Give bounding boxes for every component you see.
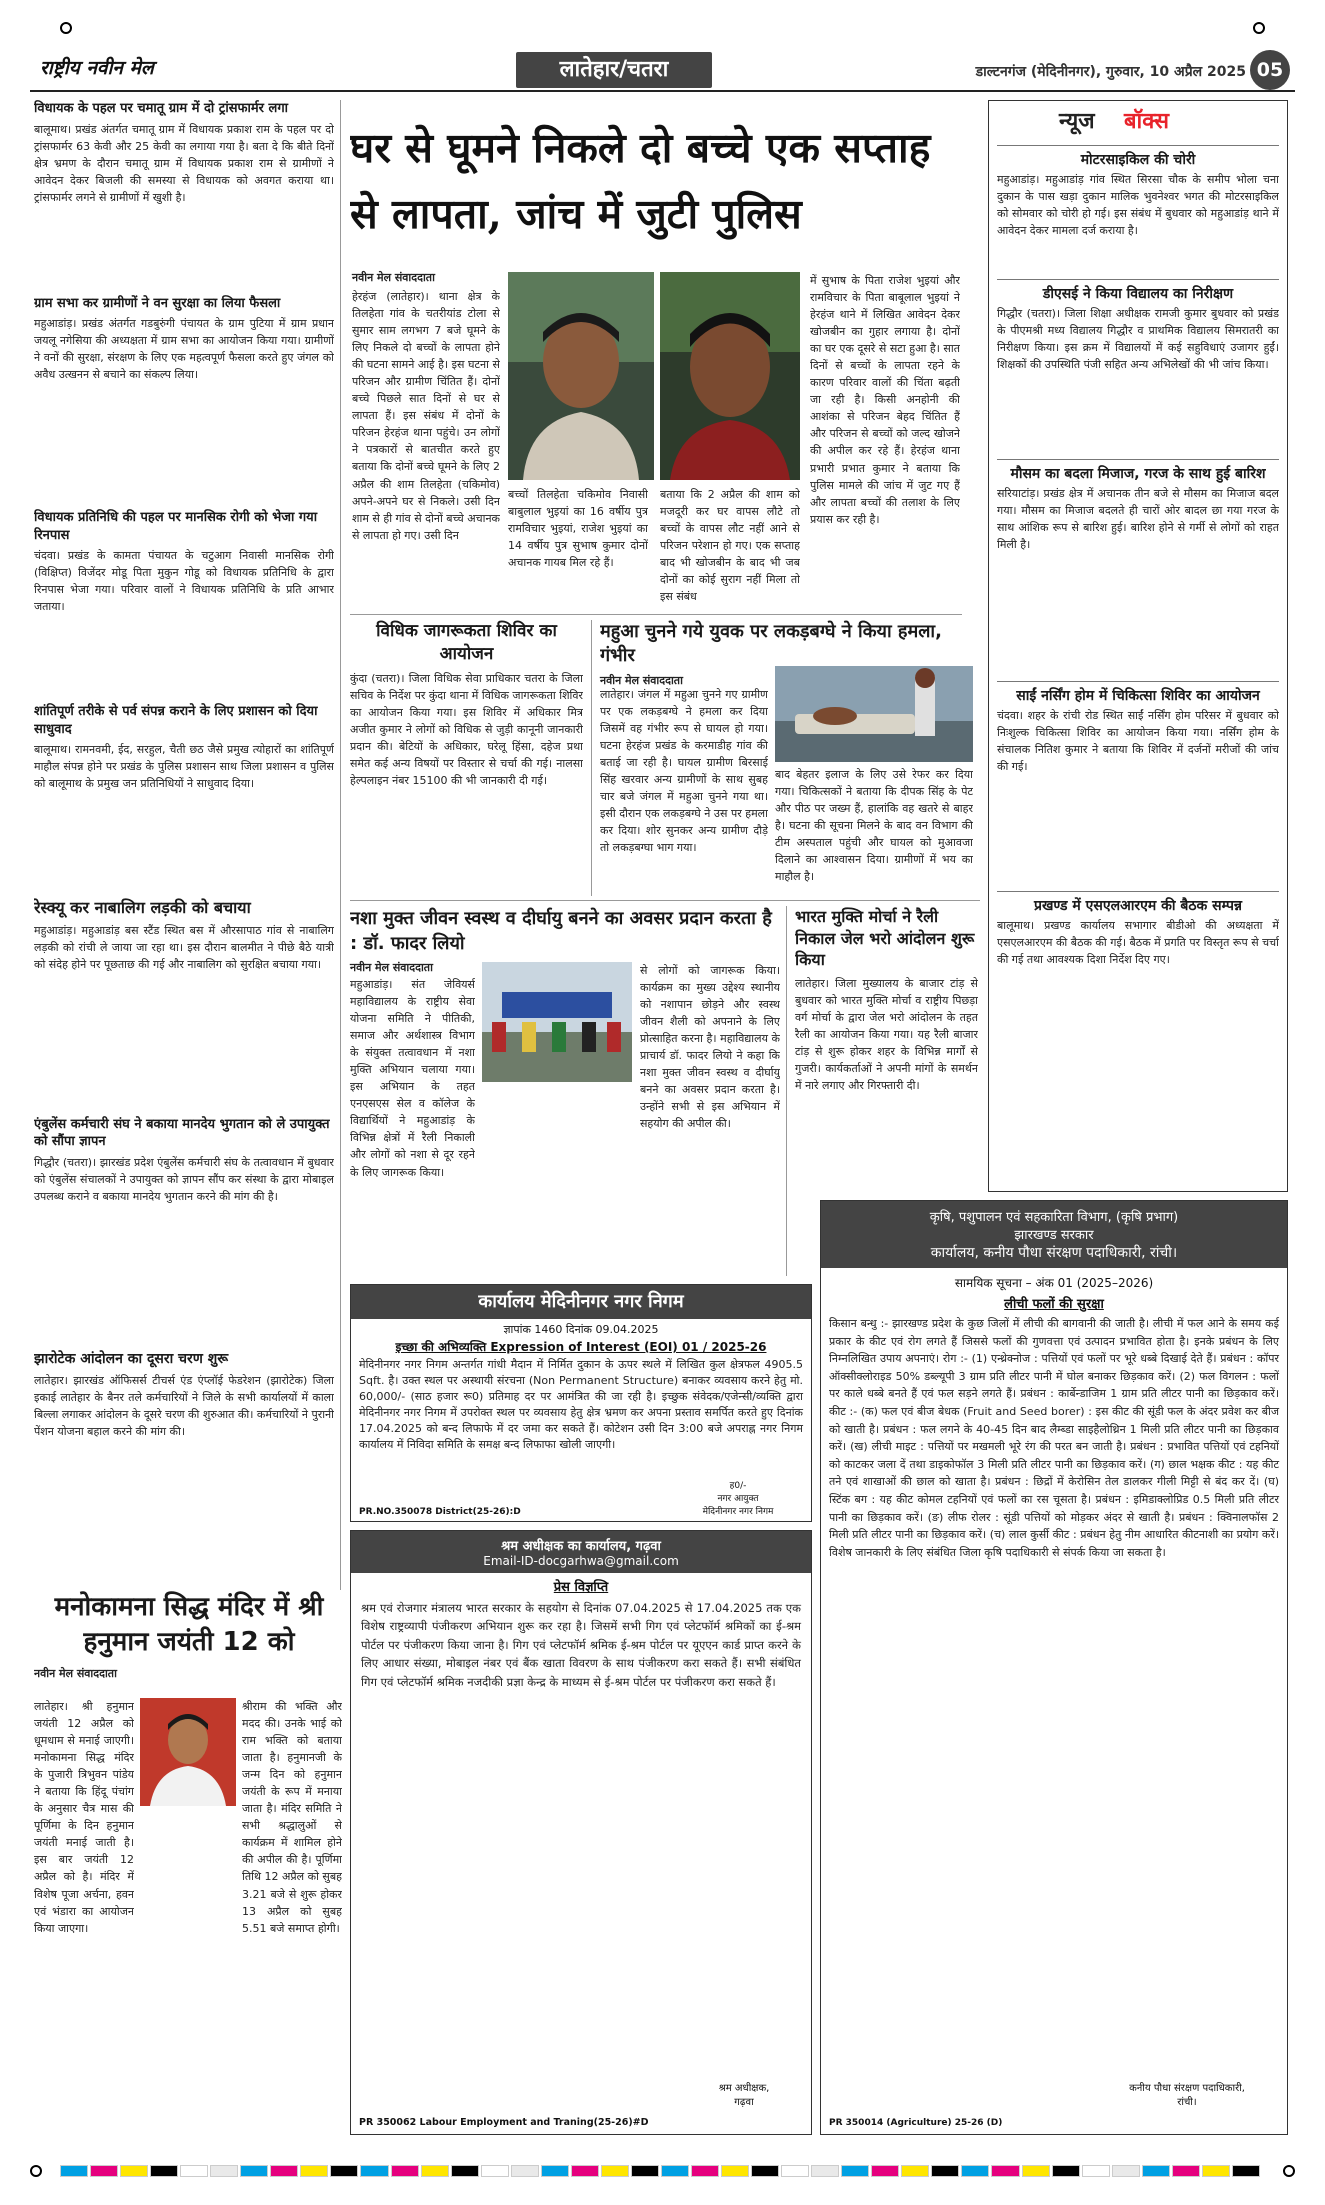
color-swatch — [150, 2165, 178, 2177]
hanuman-byline: नवीन मेल संवाददाता — [34, 1667, 117, 1681]
color-swatch — [1022, 2165, 1050, 2177]
color-swatch — [901, 2165, 929, 2177]
nigam-notice — [350, 1284, 812, 1522]
section-title: लातेहार/चतरा — [559, 57, 669, 82]
top-registration-left — [60, 22, 72, 34]
color-swatch — [300, 2165, 328, 2177]
hanuman-text: लातेहार। श्री हनुमान जयंती 12 अप्रैल को धूमधाम से मनाई जाएगी। मनोकामना सिद्ध मंदिर के पुजारी त्रिभुवन पांडेय ने बताया कि हिंदू पंचांग के अनुसार चैत्र मास की पूर्णिमा के दिन हनुमान जयंती मनाई जाती है। इस बार जयंती 12 अप्रैल को है। मंदिर में विशेष पूजा अर्चना, हवन एवं भंडारा का आयोजन किया जाएगा। — [34, 1700, 134, 1935]
dateline: डाल्टनगंज (मेदिनीनगर), गुरुवार, 10 अप्रैल 2025 — [975, 64, 1246, 80]
color-swatch — [360, 2165, 388, 2177]
news-item-title: मौसम का बदला मिजाज, गरज के साथ हुई बारिश — [1010, 466, 1266, 482]
color-swatch — [661, 2165, 689, 2177]
lead-photo-boy-2 — [660, 272, 800, 480]
drug-free-text: महुआडांड़। संत जेवियर्स महाविद्यालय के राष्ट्रीय सेवा योजना समिति ने पीतिकी, समाज और अर्थशास्त्र विभाग के संयुक्त तत्वावधान में नशा मुक्ति अभियान चलाया गया। इस अभियान के तहत एनएसएस सेल व कॉलेज के विद्यार्थियों ने महुआडांड़ के विभिन्न क्षेत्रों में रैली निकाली और लोगों को नशा से दूर रहने के लिए जागरूक किया। — [350, 978, 475, 1179]
page-number: 05 — [1256, 59, 1284, 81]
news-item — [997, 145, 1279, 275]
color-swatch — [991, 2165, 1019, 2177]
left-column — [34, 100, 334, 1570]
drug-free-article — [350, 906, 780, 1276]
rally-photo — [482, 962, 632, 1082]
lead-col2: बच्चों तिलहेता चकिमोव निवासी बाबुलाल भुइयां का 16 वर्षीय पुत्र रामविचार भुइयां, राजेश भुइयां का 14 वर्षीय पुत्र सुभाष कुमार दोनों अचानक गायब मिल रहे हैं। — [508, 488, 648, 570]
left-item — [34, 1116, 334, 1344]
color-swatch — [631, 2165, 659, 2177]
priest-photo — [140, 1698, 236, 1806]
agri-title: लीची फलों की सुरक्षा — [1004, 1297, 1104, 1312]
left-item-title: शांतिपूर्ण तरीके से पर्व संपन्न कराने के लिए प्रशासन को दिया साधुवाद — [34, 704, 318, 737]
color-swatch — [1142, 2165, 1170, 2177]
color-swatch — [571, 2165, 599, 2177]
mahua-article — [600, 620, 978, 896]
color-swatch — [781, 2165, 809, 2177]
mahua-byline: नवीन मेल संवाददाता — [600, 673, 683, 687]
agri-notice — [820, 1200, 1288, 2135]
mahua-headline: महुआ चुनने गये युवक पर लकड़बग्घे ने किया हमला, गंभीर — [600, 621, 942, 667]
footer-registration-left — [30, 2165, 42, 2177]
mahua-photo — [775, 666, 973, 762]
news-item-text: बालूमाथ। प्रखण्ड कार्यालय सभागार बीडीओ की अध्यक्षता में एसएलआरएम की बैठक की गई। बैठक में प्रगति पर विस्तृत रूप से चर्चा की गई तथा आवश्यक दिशा निर्देश दिए गए। — [997, 919, 1279, 967]
color-swatch — [691, 2165, 719, 2177]
boy-photo-2 — [660, 272, 800, 480]
left-item-title: एंबुलेंस कर्मचारी संघ ने बकाया मानदेय भुगतान को ले उपायुक्त को सौंपा ज्ञापन — [34, 1116, 330, 1150]
color-swatch — [961, 2165, 989, 2177]
color-swatch — [270, 2165, 298, 2177]
drug-free-byline: नवीन मेल संवाददाता — [350, 961, 433, 975]
mahua-text-2: बाद बेहतर इलाज के लिए उसे रेफर कर दिया गया। चिकित्सकों ने बताया कि दीपक सिंह के पेट और पीठ पर जख्म हैं, हालांकि वह खतरे से बाहर है। घटना की सूचना मिलने के बाद वन विभाग की टीम अस्पताल पहुंची और घायल को मुआवजा दिलाने का आश्वासन दिया। ग्रामीणों में भय का माहौल है। — [775, 768, 973, 884]
left-item — [34, 100, 334, 289]
agri-body: किसान बन्धु :- झारखण्ड प्रदेश के कुछ जिलों में लीची की बागवानी की जाती है। लीची में फल आने के समय कई प्रकार के कीट एवं रोग लगते हैं जिससे फलों की गुणवत्ता एवं उत्पादन प्रभावित होता है। इनके प्रबंधन के लिए निम्नलिखित उपाय अपनाएं। रोग :- (1) एन्थ्रेक्नोज : पत्तियों एवं फलों पर भूरे धब्बे दिखाई देते हैं। प्रबंधन : कॉपर ऑक्सीक्लोराइड 50% डब्ल्यूपी 3 ग्राम प्रति लीटर पानी में घोल बनाकर छिड़काव करें। (2) फल विगलन : फलों पर काले धब्बे बनते हैं एवं फल सड़ने लगते हैं। प्रबंधन : कार्बेन्डाजिम 1 ग्राम प्रति लीटर पानी का छिड़काव करें। कीट :- (क) फल एवं बीज बेधक (Fruit and Seed borer) : इस कीट की सूंडी फल के अंदर प्रवेश कर बीज को खाती है। प्रबंधन : फल लगने के 40-45 दिन बाद लैम्ब्डा साइहैलोथ्रिन 1 मिली प्रति लीटर पानी का छिड़काव करें। (ख) लीची माइट : पत्तियों पर मखमली भूरे रंग की परत बन जाती है। प्रबंधन : प्रभावित पत्तियों एवं टहनियों को काटकर जला दें तथा डाइकोफॉल 3 मिली प्रति लीटर पानी का छिड़काव करें। (ग) छाल भक्षक कीट : यह कीट तने एवं शाखाओं की छाल को खाता है। प्रबंधन : छिद्रों में केरोसिन तेल डालकर गीली मिट्टी से बंद कर दें। (घ) स्टिंक बग : यह कीट कोमल टहनियों एवं फलों का रस चूसता है। प्रबंधन : इमिडाक्लोप्रिड 0.5 मिली प्रति लीटर पानी का छिड़काव करें। (ङ) लीफ रोलर : सूंडी पत्तियों को मोड़कर अंदर से खाती है। प्रबंधन : क्विनालफॉस 2 मिली प्रति लीटर पानी का छिड़काव करें। (च) लाल कुर्सी कीट : प्रबंधन हेतु नीम आधारित कीटनाशी का प्रयोग करें। विशेष जानकारी के लिए संबंधित जिला कृषि पदाधिकारी से संपर्क किया जा सकता है। — [829, 1317, 1279, 1559]
color-swatch — [240, 2165, 268, 2177]
lead-headline: घर से घूमने निकले दो बच्चे एक सप्ताह से लापता, जांच में जुटी पुलिस — [350, 124, 931, 238]
color-swatch — [210, 2165, 238, 2177]
top-registration-right — [1253, 22, 1265, 34]
legal-camp-text: कुंदा (चतरा)। जिला विधिक सेवा प्राधिकार चतरा के जिला सचिव के निर्देश पर कुंदा थाना में विधिक जागरूकता शिविर का आयोजन किया गया। इस शिविर में अधिकार मित्र अजीत कुमार ने लोगों को विधिक से जुड़ी कानूनी जानकारी प्रदान की। बेटियों के अधिकार, घरेलू हिंसा, दहेज प्रथा समेत कई अन्य विषयों पर विस्तार से चर्चा की गई। नालसा हेल्पलाइन नंबर 15100 की भी जानकारी दी गई। — [350, 671, 583, 788]
news-item-text: महुआडांड़। महुआडांड़ गांव स्थित सिरसा चौक के समीप भोला चना दुकान के पास खड़ा दुकान मालिक भुवनेश्वर भगत की मोटरसाइकिल को सोमवार को चोरी हो गई। इस संबंध में बुधवार को महुआडांड़ थाने में आवेदन देकर मामला दर्ज कराया है। — [997, 173, 1279, 238]
hanuman-headline: मनोकामना सिद्ध मंदिर में श्री हनुमान जयंती 12 को — [54, 1592, 324, 1658]
news-item-title: डीएसई ने किया विद्यालय का निरीक्षण — [1042, 286, 1234, 302]
nigam-sign: ह0/- नगर आयुक्त मेदिनीनगर नगर निगम — [702, 1481, 774, 1517]
color-swatch — [811, 2165, 839, 2177]
left-item-title: विधायक के पहल पर चमातू ग्राम में दो ट्रांसफार्मर लगा — [34, 101, 289, 116]
drug-free-headline: नशा मुक्त जीवन स्वस्थ व दीर्घायु बनने का अवसर प्रदान करता है : डॉ. फादर लियो — [350, 908, 772, 955]
footer-registration-right — [1283, 2165, 1295, 2177]
drug-free-text-2: से लोगों को जागरूक किया। कार्यक्रम का मुख्य उद्देश्य स्थानीय को नशापान छोड़ने और स्वस्थ जीवन शैली को अपनाने के लिए प्रोत्साहित करना है। महाविद्यालय के प्राचार्य डॉ. फादर लियो ने कहा कि नशा मुक्त जीवन स्वस्थ व दीर्घायु बनने का अवसर प्रदान करता है। उन्होंने सभी से इस अभियान में सहयोग की अपील की। — [640, 964, 780, 1131]
left-item — [34, 897, 334, 1110]
hanuman-article — [34, 1590, 344, 2135]
color-swatch — [421, 2165, 449, 2177]
page-number-badge — [1250, 50, 1290, 90]
agri-pr: PR 350014 (Agriculture) 25-26 (D) — [829, 2118, 1003, 2128]
news-item — [997, 459, 1279, 677]
left-item-text: गिद्धौर (चतरा)। झारखंड प्रदेश एंबुलेंस कर्मचारी संघ के तत्वावधान में बुधवार को एंबुलेंस संचालकों ने उपायुक्त को ज्ञापन सौंप कर संस्था के द्वारा मोबाइल उपलब्ध कराने व बकाया मानदेय भुगतान करने की मांग की है। — [34, 1155, 334, 1204]
color-swatch — [60, 2165, 88, 2177]
shram-pr: PR 350062 Labour Employment and Traning(25-26)#D — [359, 2117, 649, 2128]
news-item-text: चंदवा। शहर के रांची रोड स्थित साईं नर्सिंग होम परिसर में बुधवार को निःशुल्क चिकित्सा शिविर का आयोजन किया गया। नर्सिंग होम के संचालक नितिश कुमार ने बताया कि शिविर में दर्जनों मरीजों की जांच की गई। — [997, 709, 1279, 774]
news-item — [997, 891, 1279, 1137]
legal-camp-headline: विधिक जागरूकता शिविर का आयोजन — [376, 621, 557, 664]
agri-sign: कनीय पौधा संरक्षण पदाधिकारी, रांची। — [1129, 2083, 1245, 2108]
color-swatch — [1232, 2165, 1260, 2177]
color-swatch — [751, 2165, 779, 2177]
lead-photo-boy-1 — [508, 272, 654, 480]
color-swatch — [1082, 2165, 1110, 2177]
hanuman-photo — [140, 1698, 236, 1806]
color-swatch — [90, 2165, 118, 2177]
color-swatch — [511, 2165, 539, 2177]
left-item — [34, 295, 334, 504]
left-item-title: विधायक प्रतिनिधि की पहल पर मानसिक रोगी को भेजा गया रिनपास — [34, 510, 318, 543]
news-item — [997, 681, 1279, 887]
color-swatch — [1052, 2165, 1080, 2177]
shram-body: श्रम एवं रोजगार मंत्रालय भारत सरकार के सहयोग से दिनांक 07.04.2025 से 17.04.2025 तक एक विशेष राष्ट्रव्यापी पंजीकरण अभियान शुरू कर रहा है। जिसमें सभी गिग एवं प्लेटफॉर्म श्रमिकों का ई-श्रम पोर्टल पर पंजीकरण किया जाना है। गिग एवं प्लेटफॉर्म श्रमिक ई-श्रम पोर्टल पर यूएएन कार्ड प्राप्त करने के लिए आधार संख्या, मोबाइल नंबर एवं बैंक खाता विवरण के साथ पंजीकरण करा सकते हैं। सभी संबंधित गिग एवं प्लेटफॉर्म श्रमिक नजदीकी प्रज्ञा केन्द्र के माध्यम से ई-श्रम पोर्टल पर पंजीकरण करा सकते हैं। — [361, 1601, 801, 1689]
news-box — [988, 100, 1288, 1192]
nigam-eoi: इच्छा की अभिव्यक्ति Expression of Interest (EOI) 01 / 2025-26 — [395, 1340, 767, 1354]
nigam-title: कार्यालय मेदिनीनगर नगर निगम — [478, 1291, 684, 1312]
drug-free-photo — [482, 962, 632, 1082]
color-swatch — [841, 2165, 869, 2177]
masthead-rule — [30, 90, 1295, 92]
news-item-text: सरियाटांड़। प्रखंड क्षेत्र में अचानक तीन बजे से मौसम का मिजाज बदल गया। मौसम का मिजाज बदलते ही चारों ओर बादल छा गया गरज के साथ आंशिक रूप से बारिश हुई। बारिश होने से गर्मी से लोगों को राहत मिली है। — [997, 487, 1279, 552]
boy-photo-1 — [508, 272, 654, 480]
news-box-header — [989, 101, 1287, 145]
nigam-title-bar — [351, 1285, 811, 1319]
lead-col4: में सुभाष के पिता राजेश भुइयां और रामविचार के पिता बाबूलाल भुइयां ने हेरहंज थाने में लिखित आवेदन देकर खोजबीन का गुहार लगाया है। दोनों का घर एक दूसरे से सटा हुआ है। सात दिनों से बच्चों के लापता रहने के कारण परिवार वालों की चिंता बढ़ती जा रही है। किसी अनहोनी की आशंका से परिजन बेहद चिंतित हैं और परिजन से बच्चों को जल्द खोजने की अपील कर रहे हैं। हेरहंज थाना प्रभारी प्रभात कुमार ने बताया कि पुलिस मामले की जांच में जुट गए हैं और लापता बच्चों की तलाश के लिए प्रयास कर रही है। — [810, 274, 960, 526]
color-swatch — [601, 2165, 629, 2177]
paper-name: राष्ट्रीय नवीन मेल — [40, 57, 154, 79]
color-swatch — [391, 2165, 419, 2177]
nigam-pr: PR.NO.350078 District(25-26):D — [359, 1507, 521, 1517]
agri-notice-no: सामयिक सूचना – अंक 01 (2025–2026) — [954, 1276, 1154, 1290]
color-swatch — [451, 2165, 479, 2177]
color-swatch — [1172, 2165, 1200, 2177]
color-swatch — [1112, 2165, 1140, 2177]
news-item-text: गिद्धौर (चतरा)। जिला शिक्षा अधीक्षक रामजी कुमार बुधवार को प्रखंड के पीएमश्री मध्य विद्यालय गिद्धौर व प्राथमिक विद्यालय सिमरातरी का निरीक्षण किया। इस क्रम में विद्यालयों में कई सहुविधाएं उजागर हुईं। शिक्षकों की उपस्थिति पंजी सहित अन्य अभिलेखों की भी जांच किया। — [997, 307, 1279, 372]
color-swatch — [481, 2165, 509, 2177]
color-swatch — [871, 2165, 899, 2177]
shram-email: Email-ID-docgarhwa@gmail.com — [483, 1554, 679, 1568]
hanuman-text-2: श्रीराम की भक्ति और मदद की। उनके भाई को राम भक्ति को बताया जाता है। हनुमानजी के जन्म दिन को हनुमान जयंती के रूप में मनाया जाता है। मंदिर समिति ने सभी श्रद्धालुओं से कार्यक्रम में शामिल होने की अपील की है। पूर्णिमा तिथि 12 अप्रैल को सुबह 3.21 बजे से शुरू होकर 13 अप्रैल को सुबह 5.51 बजे समाप्त होगी। — [242, 1700, 342, 1935]
bharat-text: लातेहार। जिला मुख्यालय के बाजार टांड़ से बुधवार को भारत मुक्ति मोर्चा व राष्ट्रीय पिछड़ा वर्ग मोर्चा के द्वारा जेल भरो आंदोलन के तहत रैली का आयोजन किया गया। यह रैली बाजार टांड़ से शुरू होकर शहर के विभिन्न मार्गों से गुजरी। कार्यकर्ताओं ने अपनी मांगों के समर्थन में नारे लगाए और गिरफ्तारी दी। — [795, 976, 978, 1093]
agri-header-2: झारखण्ड सरकार — [1014, 1228, 1094, 1243]
lead-col1: हेरहंज (लातेहार)। थाना क्षेत्र के तिलहेता गांव के चतरीयांड टोला से सुमार साम लगभग 7 बजे घूमने के लिए निकले दो बच्चों के लापता होने की घटना सामने आई है। इस घटना से परिजन और ग्रामीण चिंतित हैं। दोनों बच्चे पिछले सात दिनों से घर से लापता हैं। इस संबंध में दोनों के परिजन हेरहंज थाना पहुंचे। उन लोगों ने पत्रकारों से बातचीत करते हुए बताया कि दोनों बच्चे घूमने के लिए 2 अप्रैल की शाम तिलहेता (चकिमोव) अपने-अपने घर से निकले। उसी दिन शाम से ही गांव से दोनों बच्चे अचानक से लापता हो गए। उसी दिन — [352, 290, 500, 542]
shram-title: श्रम अधीक्षक का कार्यालय, गढ़वा — [501, 1539, 661, 1554]
left-item-title: ग्राम सभा कर ग्रामीणों ने वन सुरक्षा का लिया फैसला — [34, 295, 281, 311]
left-item-text: महुआडांड़। प्रखंड अंतर्गत गडबुरुंगी पंचायत के ग्राम पुटिया में ग्राम प्रधान जयलू नगेसिया की अध्यक्षता में ग्राम सभा का आयोजन किया गया। ग्रामीणों ने वनों की सुरक्षा, संरक्षण के लिए एक महत्वपूर्ण फैसला करते हुए जंगल को अवैध उत्खनन से बचाने का संकल्प लिया। — [34, 317, 334, 382]
mid-rule-1 — [350, 900, 980, 901]
agri-header — [821, 1201, 1287, 1268]
agri-header-3: कार्यालय, कनीय पौधा संरक्षण पदाधिकारी, रांची। — [930, 1245, 1178, 1261]
left-item-title: रेस्क्यू कर नाबालिग लड़की को बचाया — [34, 898, 251, 918]
section-banner — [516, 52, 712, 88]
color-swatch — [180, 2165, 208, 2177]
left-item-text: बालूमाथ। रामनवमी, ईद, सरहुल, चैती छठ जैसे प्रमुख त्योहारों का शांतिपूर्ण माहौल संपन्न होने पर प्रखंड के पुलिस प्रशासन साथ जिला प्रशासन व पुलिस को बालूमाथ के प्रमुख जन प्रतिनिधियों ने साधुवाद दिया। — [34, 743, 334, 791]
shram-subtitle: प्रेस विज्ञप्ति — [553, 1580, 609, 1595]
news-item-title: साईं नर्सिंग होम में चिकित्सा शिविर का आयोजन — [1016, 688, 1260, 704]
color-swatch — [931, 2165, 959, 2177]
left-item — [34, 703, 334, 891]
left-item — [34, 509, 334, 697]
shram-title-bar — [351, 1531, 811, 1573]
agri-header-1: कृषि, पशुपालन एवं सहकारिता विभाग, (कृषि प्रभाग) — [929, 1210, 1179, 1225]
legal-camp-article — [350, 620, 592, 896]
news-item-title: मोटरसाइकिल की चोरी — [1080, 152, 1196, 168]
color-swatch — [120, 2165, 148, 2177]
color-swatch — [1202, 2165, 1230, 2177]
left-item-title: झारोटेक आंदोलन का दूसरा चरण शुरू — [34, 1350, 229, 1367]
lead-byline: नवीन मेल संवाददाता — [352, 271, 435, 284]
left-item-text: लातेहार। झारखंड ऑफिसर्स टीचर्स एंड एंप्लॉई फेडरेशन (झारोटेक) जिला इकाई लातेहार के बैनर तले कर्मचारियों ने जिले के सभी कार्यालयों में काला बिल्ला लगाकर आंदोलन के दूसरे चरण की शुरुआत की। कर्मचारियों ने पुरानी पेंशन योजना बहाल करने की मांग की। — [34, 1373, 334, 1438]
left-item-text: बालूमाथ। प्रखंड अंतर्गत चमातू ग्राम में विधायक प्रकाश राम के पहल पर दो ट्रांसफार्मर 63 केवी और 25 केवी का लगाया गया है। बता दे कि बीते दिनों क्षेत्र भ्रमण के दौरान चमातू ग्राम में विधायक प्रकाश राम से ग्रामीणों ने आवेदन देकर बिजली की समस्या से विधायक को अवगत कराया था। ट्रांसफार्मर लगने से ग्रामीणों में खुशी है। — [34, 122, 334, 204]
color-swatch — [721, 2165, 749, 2177]
left-item — [34, 1350, 334, 1562]
nigam-ref: ज्ञापांक 1460 दिनांक 09.04.2025 — [503, 1323, 659, 1336]
left-column-divider — [340, 100, 341, 1590]
mahua-text: लातेहार। जंगल में महुआ चुनने गए ग्रामीण पर एक लकड़बग्घे ने हमला कर दिया जिसमें वह गंभीर रूप से घायल हो गया। घटना हेरहंज प्रखंड के करमाडीह गांव की बताई जा रही है। घायल ग्रामीण बिरसाई सिंह खरवार अन्य ग्रामीणों के साथ सुबह चार बजे जंगल में महुआ चुनने गया था। इसी दौरान एक लकड़बग्घे ने उस पर हमला कर दिया। शोर सुनकर अन्य ग्रामीण दौड़े तो लकड़बग्घा भाग गया। — [600, 688, 768, 855]
left-item-text: महुआडांड़। महुआडांड़ बस स्टैंड स्थित बस में औरसापाठ गांव से नाबालिग लड़की को रांची ले जाया जा रहा था। इस दौरान बालमीत ने पीछे बैठे यात्री को संदेह होने पर पूछताछ की गई और नाबालिग को सुरक्षित बचाया गया। — [34, 923, 334, 971]
news-box-label-a: न्यूज — [1059, 109, 1095, 134]
footer-color-bar — [60, 2165, 1260, 2177]
news-box-label-b: बॉक्स — [1124, 109, 1169, 134]
lead-bottom-rule — [350, 614, 962, 615]
lead-col3: बताया कि 2 अप्रैल की शाम को मजदूरी कर घर वापस लौटे तो बच्चों के वापस लौट नहीं आने से परिजन परेशान हो गए। एक सप्ताह बाद भी खोजबीन के बाद भी जब दोनों का कोई सुराग नहीं मिला तो इस संबंध — [660, 488, 800, 604]
color-swatch — [330, 2165, 358, 2177]
nigam-body: मेदिनीनगर नगर निगम अन्तर्गत गांधी मैदान में निर्मित दुकान के ऊपर स्थले में लिखित कुल क्षेत्रफल 4905.5 Sqft. है। उक्त स्थल पर अस्थायी संरचना (Non Permanent Structure) बनाकर व्यवसाय करने हेतु मो. 60,000/- (साठ हजार रू0) प्रतिमाह दर पर आमंत्रित की जा रही है। इच्छुक संवेदक/एजेन्सी/व्यक्ति द्वारा मेदिनीनगर नगर निगम में उपरोक्त स्थल पर व्यवसाय हेतु क्षेत्र भ्रमण कर अपना प्रस्ताव समर्पित करते हुए दिनांक 17.04.2025 को बन्द लिफाफे में दर जमा कर सकते हैं। कोटेशन उसी दिन 3:00 बजे अपराह्न नगर निगम कार्यालय में निविदा समिति के समक्ष बन्द लिफाफा खोली जाएगी। — [359, 1358, 803, 1451]
news-item-title: प्रखण्ड में एसएलआरएम की बैठक सम्पन्न — [1033, 898, 1242, 914]
hospital-photo — [775, 666, 973, 762]
news-item — [997, 279, 1279, 455]
shram-notice — [350, 1530, 812, 2135]
shram-sign: श्रम अधीक्षक, गढ़वा — [718, 2083, 770, 2108]
color-swatch — [541, 2165, 569, 2177]
left-item-text: चंदवा। प्रखंड के कामता पंचायत के चटुआग निवासी मानसिक रोगी (विक्षिप्त) विजेंदर मोडू पिता मुकुन गोडू को विधायक प्रतिनिधि के द्वारा रिनपास भेजा गया। परिवार वालों ने विधायक प्रतिनिधि के प्रति आभार जताया। — [34, 549, 334, 614]
bharat-headline: भारत मुक्ति मोर्चा ने रैली निकाल जेल भरो आंदोलन शुरू किया — [795, 907, 975, 970]
